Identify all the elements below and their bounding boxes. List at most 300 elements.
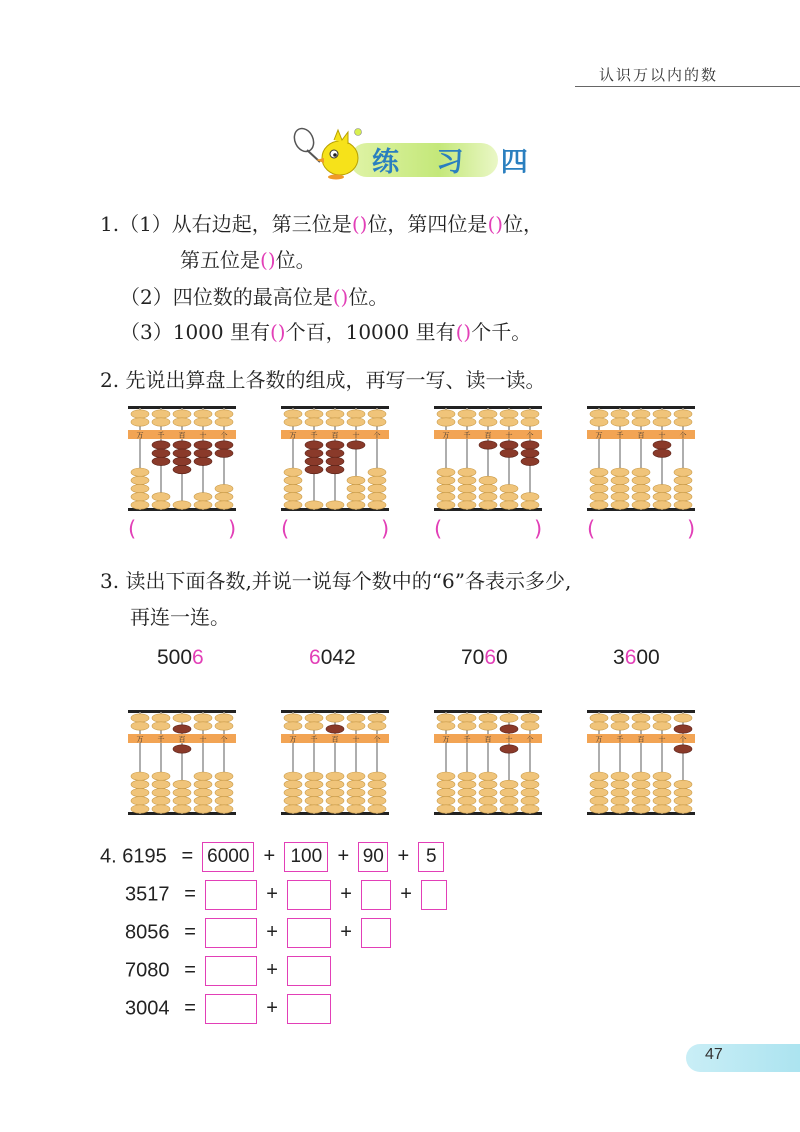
abacus-place-label: 个 bbox=[526, 735, 534, 744]
abacus-bead bbox=[590, 722, 608, 730]
abacus-bead bbox=[458, 501, 476, 509]
abacus-place-label: 千 bbox=[310, 735, 318, 744]
abacus-bead bbox=[674, 805, 692, 813]
abacus-bead bbox=[173, 805, 191, 813]
answer-box[interactable] bbox=[287, 956, 331, 986]
abacus-bead bbox=[521, 772, 539, 780]
abacus-bead bbox=[347, 722, 365, 730]
abacus-bead bbox=[458, 805, 476, 813]
page-number: 47 bbox=[705, 1046, 723, 1063]
abacus-bead bbox=[458, 714, 476, 722]
abacus-bead bbox=[500, 805, 518, 813]
abacus-bead bbox=[590, 493, 608, 501]
abacus-bead bbox=[326, 772, 344, 780]
abacus-bead bbox=[611, 788, 629, 796]
abacus-bead bbox=[368, 484, 386, 492]
answer-box[interactable]: 90 bbox=[358, 842, 388, 872]
abacus-bead bbox=[152, 805, 170, 813]
abacus-bead bbox=[611, 410, 629, 418]
abacus-bead bbox=[368, 493, 386, 501]
abacus-bead bbox=[131, 780, 149, 788]
abacus-bead-counted bbox=[173, 441, 191, 449]
abacus-bead bbox=[437, 484, 455, 492]
abacus-bead-counted bbox=[653, 449, 671, 457]
abacus-bead-counted bbox=[326, 457, 344, 465]
abacus-place-label: 个 bbox=[220, 431, 228, 440]
answer-paren-close: ) bbox=[687, 517, 696, 541]
abacus-place-label: 千 bbox=[616, 735, 624, 744]
abacus-bead bbox=[632, 714, 650, 722]
abacus-bead bbox=[674, 501, 692, 509]
abacus-bead bbox=[131, 788, 149, 796]
abacus-bead-counted bbox=[305, 465, 323, 473]
abacus-bead bbox=[632, 797, 650, 805]
abacus-bead bbox=[215, 772, 233, 780]
abacus-place-label: 万 bbox=[136, 431, 144, 440]
abacus-bead bbox=[611, 714, 629, 722]
abacus-bead-counted bbox=[347, 441, 365, 449]
abacus-bead bbox=[653, 484, 671, 492]
abacus-place-label: 十 bbox=[352, 431, 360, 440]
abacus-bead bbox=[215, 410, 233, 418]
abacus-bead bbox=[173, 797, 191, 805]
abacus-bead-counted bbox=[326, 449, 344, 457]
abacus-place-label: 个 bbox=[220, 735, 228, 744]
abacus-bead bbox=[611, 476, 629, 484]
abacus-bead bbox=[479, 418, 497, 426]
abacus-bead bbox=[479, 493, 497, 501]
abacus-bead bbox=[305, 418, 323, 426]
abacus-bead bbox=[674, 410, 692, 418]
abacus-bead bbox=[437, 410, 455, 418]
abacus-bead bbox=[437, 714, 455, 722]
abacus-bead bbox=[632, 493, 650, 501]
abacus-bead bbox=[173, 780, 191, 788]
q1-part1-cont: 第五位是()位。 bbox=[180, 248, 316, 272]
abacus-bead bbox=[632, 468, 650, 476]
abacus-bead bbox=[611, 780, 629, 788]
abacus-bead bbox=[500, 714, 518, 722]
abacus-bead bbox=[194, 418, 212, 426]
abacus-bead bbox=[131, 501, 149, 509]
abacus-bead bbox=[479, 714, 497, 722]
abacus-bead bbox=[173, 501, 191, 509]
abacus-bead bbox=[632, 501, 650, 509]
abacus-bead bbox=[131, 476, 149, 484]
q4-row-3: 8056 = + + bbox=[125, 918, 391, 948]
abacus-bead-counted bbox=[173, 457, 191, 465]
abacus-bead-counted bbox=[326, 441, 344, 449]
abacus-bead bbox=[632, 722, 650, 730]
abacus-bead bbox=[674, 476, 692, 484]
abacus-bead bbox=[500, 493, 518, 501]
abacus-bead bbox=[194, 780, 212, 788]
abacus-bead-counted bbox=[305, 457, 323, 465]
abacus-bead-counted bbox=[653, 441, 671, 449]
answer-box[interactable] bbox=[205, 918, 257, 948]
abacus-bead bbox=[437, 493, 455, 501]
answer-box[interactable]: 100 bbox=[284, 842, 328, 872]
abacus-bead bbox=[347, 418, 365, 426]
abacus-bead-counted bbox=[674, 745, 692, 753]
abacus-bead bbox=[284, 772, 302, 780]
abacus-bead bbox=[131, 418, 149, 426]
abacus-bead bbox=[194, 788, 212, 796]
abacus-bead bbox=[215, 780, 233, 788]
abacus-place-label: 个 bbox=[526, 431, 534, 440]
abacus-place-label: 万 bbox=[289, 735, 297, 744]
answer-box[interactable] bbox=[361, 880, 391, 910]
abacus-place-label: 个 bbox=[373, 735, 381, 744]
abacus-bead bbox=[194, 714, 212, 722]
abacus-bead bbox=[215, 484, 233, 492]
abacus-bead bbox=[131, 484, 149, 492]
abacus-bead bbox=[590, 418, 608, 426]
abacus-place-label: 百 bbox=[331, 735, 339, 744]
abacus-bead bbox=[284, 788, 302, 796]
answer-box[interactable] bbox=[205, 956, 257, 986]
abacus-bead bbox=[131, 714, 149, 722]
q1-part2: （2）四位数的最高位是()位。 bbox=[120, 285, 389, 309]
abacus-bead bbox=[521, 410, 539, 418]
q3-number-1: 5006 bbox=[157, 646, 204, 669]
abacus-bead bbox=[368, 476, 386, 484]
abacus-bead bbox=[590, 501, 608, 509]
abacus-bead bbox=[152, 788, 170, 796]
abacus-bead bbox=[152, 418, 170, 426]
abacus-bead bbox=[347, 410, 365, 418]
abacus-bead bbox=[674, 780, 692, 788]
abacus-bead-counted bbox=[305, 441, 323, 449]
answer-box[interactable] bbox=[205, 880, 257, 910]
abacus-bead bbox=[347, 780, 365, 788]
abacus-bead bbox=[611, 805, 629, 813]
abacus-bead bbox=[284, 501, 302, 509]
abacus-bead bbox=[437, 780, 455, 788]
abacus-bead bbox=[326, 788, 344, 796]
abacus-bead bbox=[131, 722, 149, 730]
abacus-bead bbox=[437, 797, 455, 805]
abacus-bead bbox=[479, 780, 497, 788]
abacus-bead bbox=[653, 805, 671, 813]
abacus-place-label: 万 bbox=[289, 431, 297, 440]
abacus-bead bbox=[305, 722, 323, 730]
abacus-bead-counted bbox=[215, 441, 233, 449]
abacus-bead-counted bbox=[326, 725, 344, 733]
abacus-bead bbox=[173, 410, 191, 418]
abacus-bead bbox=[194, 410, 212, 418]
abacus-bead bbox=[305, 501, 323, 509]
abacus-place-label: 百 bbox=[637, 735, 645, 744]
abacus-bead bbox=[632, 476, 650, 484]
abacus-bead bbox=[653, 714, 671, 722]
abacus-bead bbox=[326, 410, 344, 418]
abacus-bead bbox=[284, 418, 302, 426]
abacus-place-label: 个 bbox=[373, 431, 381, 440]
abacus-bead bbox=[326, 797, 344, 805]
answer-box[interactable] bbox=[205, 994, 257, 1024]
abacus-bead bbox=[632, 788, 650, 796]
abacus-bead bbox=[521, 805, 539, 813]
abacus-bead bbox=[590, 788, 608, 796]
abacus-place-label: 百 bbox=[178, 431, 186, 440]
abacus-bead bbox=[458, 772, 476, 780]
abacus-bead bbox=[131, 772, 149, 780]
abacus-place-label: 百 bbox=[178, 735, 186, 744]
abacus-bead bbox=[500, 780, 518, 788]
abacus-bead bbox=[674, 418, 692, 426]
abacus-bead bbox=[437, 468, 455, 476]
q4-row-5: 3004 = + bbox=[125, 994, 331, 1024]
abacus-bead bbox=[674, 468, 692, 476]
q3-number-3: 7060 bbox=[461, 646, 508, 669]
abacus-bead bbox=[590, 484, 608, 492]
q3-abacus-3 bbox=[434, 710, 542, 818]
abacus-bead bbox=[194, 501, 212, 509]
abacus-bead bbox=[611, 418, 629, 426]
answer-box[interactable] bbox=[287, 994, 331, 1024]
abacus-place-label: 十 bbox=[505, 431, 513, 440]
q1-part1: 1.（1）从右边起，第三位是()位，第四位是()位， bbox=[100, 212, 544, 236]
abacus-bead bbox=[152, 797, 170, 805]
answer-paren-open: ( bbox=[281, 517, 290, 541]
abacus-bead bbox=[611, 501, 629, 509]
abacus-bead bbox=[521, 788, 539, 796]
abacus-bead bbox=[653, 788, 671, 796]
q2-abacus-1 bbox=[128, 406, 236, 514]
abacus-bead bbox=[194, 797, 212, 805]
abacus-bead bbox=[194, 772, 212, 780]
abacus-bead bbox=[305, 797, 323, 805]
abacus-bead bbox=[521, 418, 539, 426]
abacus-bead bbox=[653, 722, 671, 730]
answer-box[interactable] bbox=[421, 880, 447, 910]
answer-paren-open: ( bbox=[434, 517, 443, 541]
abacus-bead bbox=[458, 797, 476, 805]
abacus-bead bbox=[479, 788, 497, 796]
abacus-place-label: 千 bbox=[157, 431, 165, 440]
abacus-bead-counted bbox=[500, 449, 518, 457]
abacus-bead bbox=[173, 418, 191, 426]
abacus-place-label: 百 bbox=[484, 431, 492, 440]
abacus-bead-counted bbox=[152, 449, 170, 457]
abacus-bead bbox=[653, 418, 671, 426]
abacus-bead bbox=[437, 722, 455, 730]
abacus-bead-counted bbox=[521, 449, 539, 457]
abacus-place-label: 十 bbox=[658, 735, 666, 744]
answer-box[interactable] bbox=[361, 918, 391, 948]
abacus-bead bbox=[437, 772, 455, 780]
abacus-place-label: 万 bbox=[595, 431, 603, 440]
abacus-bead-counted bbox=[674, 725, 692, 733]
abacus-bead bbox=[347, 805, 365, 813]
abacus-bead bbox=[284, 410, 302, 418]
abacus-bead bbox=[368, 722, 386, 730]
abacus-bead bbox=[368, 714, 386, 722]
abacus-bead bbox=[284, 805, 302, 813]
abacus-place-label: 万 bbox=[136, 735, 144, 744]
abacus-bead bbox=[590, 772, 608, 780]
abacus-bead bbox=[479, 772, 497, 780]
abacus-bead bbox=[194, 493, 212, 501]
abacus-bead bbox=[479, 410, 497, 418]
q3-number-2: 6042 bbox=[309, 646, 356, 669]
abacus-bead bbox=[500, 418, 518, 426]
abacus-bead bbox=[479, 476, 497, 484]
abacus-bead bbox=[152, 772, 170, 780]
abacus-bead bbox=[347, 501, 365, 509]
abacus-bead bbox=[152, 493, 170, 501]
abacus-bead-counted bbox=[194, 441, 212, 449]
q4-number: 4. bbox=[100, 845, 117, 868]
abacus-bead bbox=[347, 772, 365, 780]
abacus-place-label: 千 bbox=[157, 735, 165, 744]
abacus-bead bbox=[653, 780, 671, 788]
abacus-bead bbox=[326, 418, 344, 426]
abacus-bead bbox=[458, 468, 476, 476]
abacus-bead-counted bbox=[326, 465, 344, 473]
abacus-bead bbox=[653, 493, 671, 501]
abacus-bead bbox=[674, 714, 692, 722]
q2-text: 2. 先说出算盘上各数的组成，再写一写、读一读。 bbox=[100, 368, 546, 392]
abacus-bead bbox=[152, 410, 170, 418]
abacus-bead bbox=[173, 714, 191, 722]
abacus-bead bbox=[458, 788, 476, 796]
abacus-bead bbox=[368, 780, 386, 788]
abacus-bead bbox=[590, 805, 608, 813]
abacus-bead bbox=[521, 501, 539, 509]
abacus-bead bbox=[458, 410, 476, 418]
answer-paren-close: ) bbox=[381, 517, 390, 541]
abacus-bead bbox=[368, 772, 386, 780]
abacus-bead bbox=[437, 788, 455, 796]
abacus-bead-counted bbox=[173, 465, 191, 473]
abacus-bead bbox=[368, 501, 386, 509]
abacus-bead bbox=[368, 797, 386, 805]
abacus-bead bbox=[368, 788, 386, 796]
q4-row-1: 4. 6195 = 6000 + 100 + 90 + 5 bbox=[100, 842, 444, 872]
abacus-bead bbox=[500, 484, 518, 492]
abacus-bead bbox=[194, 805, 212, 813]
abacus-bead bbox=[305, 714, 323, 722]
abacus-place-label: 十 bbox=[658, 431, 666, 440]
abacus-bead bbox=[215, 722, 233, 730]
q3-line1: 3. 读出下面各数,并说一说每个数中的“6”各表示多少, bbox=[100, 569, 572, 593]
abacus-bead bbox=[305, 772, 323, 780]
abacus-place-label: 百 bbox=[637, 431, 645, 440]
abacus-bead bbox=[611, 722, 629, 730]
abacus-bead-counted bbox=[173, 725, 191, 733]
abacus-bead bbox=[131, 410, 149, 418]
abacus-bead bbox=[437, 805, 455, 813]
abacus-bead bbox=[590, 780, 608, 788]
abacus-place-label: 十 bbox=[352, 735, 360, 744]
abacus-place-label: 万 bbox=[595, 735, 603, 744]
abacus-place-label: 百 bbox=[484, 735, 492, 744]
abacus-bead bbox=[131, 468, 149, 476]
page-number-tab bbox=[686, 1044, 800, 1072]
abacus-bead bbox=[611, 797, 629, 805]
abacus-bead bbox=[152, 501, 170, 509]
abacus-bead bbox=[653, 797, 671, 805]
abacus-bead bbox=[437, 501, 455, 509]
abacus-bead bbox=[500, 797, 518, 805]
q4-row-2: 3517 = + + + bbox=[125, 880, 447, 910]
abacus-bead bbox=[500, 788, 518, 796]
answer-box[interactable] bbox=[287, 880, 331, 910]
q2-abacus-3 bbox=[434, 406, 542, 514]
abacus-bead bbox=[284, 476, 302, 484]
abacus-bead bbox=[284, 797, 302, 805]
answer-box[interactable]: 5 bbox=[418, 842, 444, 872]
abacus-bead bbox=[305, 788, 323, 796]
abacus-bead bbox=[674, 797, 692, 805]
abacus-bead bbox=[611, 468, 629, 476]
abacus-bead bbox=[284, 714, 302, 722]
abacus-bead bbox=[458, 722, 476, 730]
abacus-bead bbox=[590, 797, 608, 805]
answer-box[interactable] bbox=[287, 918, 331, 948]
answer-paren-close: ) bbox=[534, 517, 543, 541]
abacus-bead bbox=[611, 493, 629, 501]
abacus-bead-counted bbox=[479, 441, 497, 449]
abacus-bead bbox=[347, 476, 365, 484]
q3-number-4: 3600 bbox=[613, 646, 660, 669]
abacus-bead bbox=[173, 788, 191, 796]
abacus-bead bbox=[590, 476, 608, 484]
abacus-bead bbox=[215, 797, 233, 805]
abacus-bead bbox=[347, 797, 365, 805]
abacus-bead bbox=[368, 418, 386, 426]
abacus-bead bbox=[653, 501, 671, 509]
q3-line2: 再连一连。 bbox=[130, 605, 230, 629]
answer-box[interactable]: 6000 bbox=[202, 842, 254, 872]
q3-abacus-1 bbox=[128, 710, 236, 818]
abacus-bead-counted bbox=[194, 457, 212, 465]
abacus-bead bbox=[458, 418, 476, 426]
abacus-bead bbox=[284, 493, 302, 501]
abacus-bead bbox=[632, 772, 650, 780]
abacus-bead bbox=[674, 484, 692, 492]
abacus-place-label: 十 bbox=[199, 735, 207, 744]
abacus-bead-counted bbox=[194, 449, 212, 457]
abacus-bead bbox=[632, 484, 650, 492]
abacus-bead bbox=[284, 722, 302, 730]
abacus-bead bbox=[479, 797, 497, 805]
abacus-place-label: 个 bbox=[679, 431, 687, 440]
answer-paren-open: ( bbox=[128, 517, 137, 541]
abacus-bead-counted bbox=[173, 745, 191, 753]
abacus-bead bbox=[458, 493, 476, 501]
abacus-bead bbox=[215, 805, 233, 813]
abacus-bead bbox=[194, 722, 212, 730]
abacus-place-label: 千 bbox=[463, 431, 471, 440]
abacus-bead bbox=[653, 410, 671, 418]
abacus-bead bbox=[479, 484, 497, 492]
abacus-place-label: 万 bbox=[442, 431, 450, 440]
abacus-bead bbox=[305, 410, 323, 418]
q1-part3: （3）1000 里有()个百，10000 里有()个千。 bbox=[120, 320, 532, 344]
q2-abacus-4 bbox=[587, 406, 695, 514]
abacus-bead-counted bbox=[152, 441, 170, 449]
abacus-bead bbox=[215, 501, 233, 509]
answer-paren-close: ) bbox=[228, 517, 237, 541]
abacus-bead-counted bbox=[521, 457, 539, 465]
abacus-bead bbox=[632, 805, 650, 813]
abacus-bead bbox=[437, 418, 455, 426]
answer-paren-open: ( bbox=[587, 517, 596, 541]
abacus-bead bbox=[458, 780, 476, 788]
